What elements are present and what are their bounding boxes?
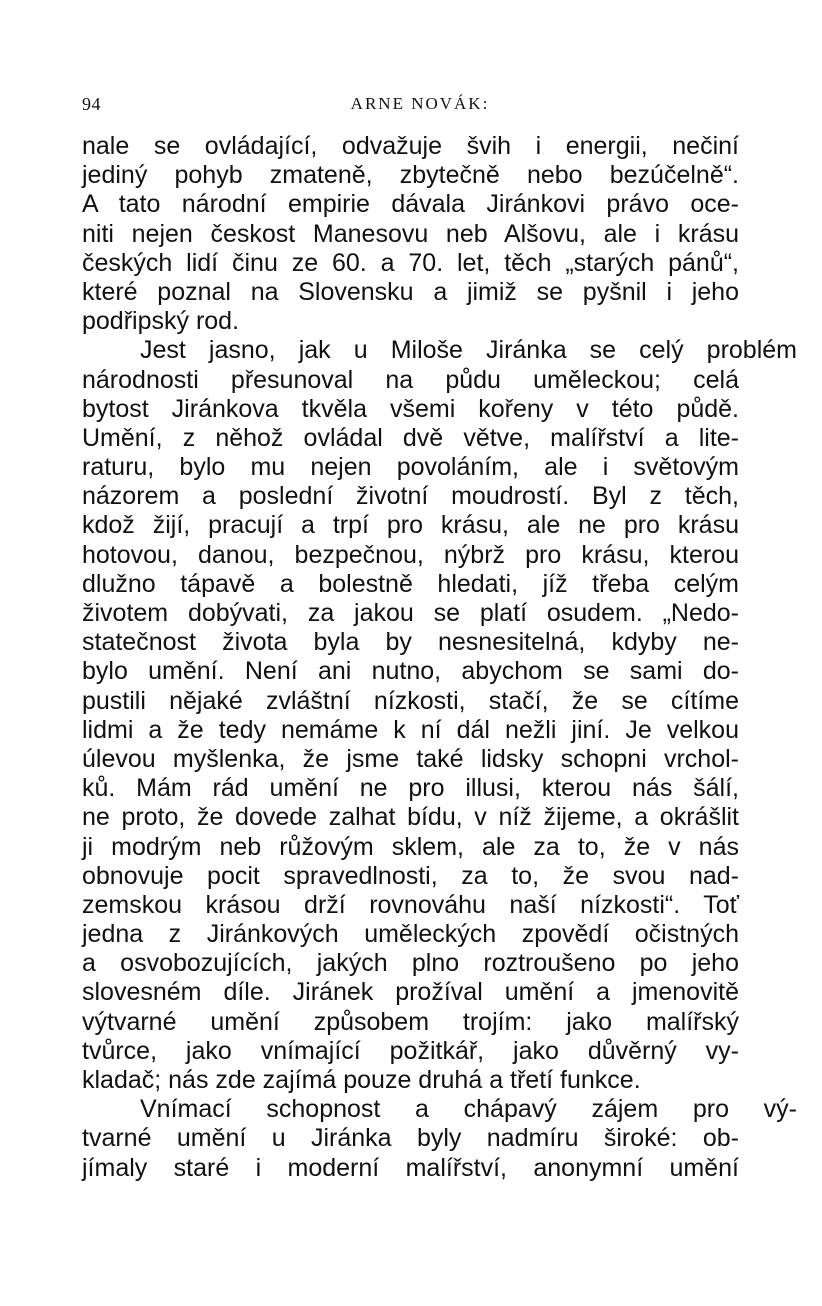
text-line: tvůrce, jako vnímající požitkář, jako důvěrný vy- (82, 1036, 739, 1065)
text-line: národnosti přesunoval na půdu uměleckou; celá (82, 365, 739, 394)
text-line: jediný pohyb zmateně, zbytečně nebo bezúčelně“. (82, 161, 739, 190)
body-text (82, 132, 797, 1183)
text-line: slovesném díle. Jiránek prožíval umění a jmenovitě (82, 978, 739, 1007)
text-line: kladač; nás zde zajímá pouze druhá a třetí funkce. (82, 1066, 641, 1094)
text-line: hotovou, danou, bezpečnou, nýbrž pro krásu, kterou (82, 540, 739, 569)
text-line: dlužno tápavě a bolestně hledati, jíž třeba celým (82, 569, 739, 598)
text-line: úlevou myšlenka, že jsme také lidsky schopni vrchol- (82, 744, 739, 773)
text-line: Jest jasno, jak u Miloše Jiránka se celý problém (140, 336, 797, 365)
text-line: Umění, z něhož ovládal dvě větve, malířství a lite- (82, 423, 739, 452)
text-line: výtvarné umění způsobem trojím: jako malířský (82, 1007, 739, 1036)
text-line: podřipský rod. (82, 307, 240, 336)
text-line: ků. Mám rád umění ne pro illusi, kterou nás šálí, (82, 774, 739, 803)
text-line: českých lidí činu ze 60. a 70. let, těch „starých pánů“, (82, 248, 739, 277)
text-line: ne proto, že dovede zalhat bídu, v níž žijeme, a okrášlit (82, 803, 739, 832)
text-line: bylo umění. Není ani nutno, abychom se sami do- (82, 657, 739, 686)
text-line: raturu, bylo mu nejen povoláním, ale i světovým (82, 453, 739, 482)
text-line: jedna z Jiránkových uměleckých zpovědí očistných (82, 920, 739, 949)
text-line: lidmi a že tedy nemáme k ní dál nežli jiní. Je velkou (82, 715, 739, 744)
running-head: ARNE NOVÁK: (350, 94, 490, 113)
text-line: jímaly staré i moderní malířství, anonymní umění (82, 1153, 739, 1182)
text-line: A tato národní empirie dávala Jiránkovi právo oce- (82, 190, 739, 219)
text-line: ji modrým neb růžovým sklem, ale za to, že v nás (82, 832, 739, 861)
page-header (82, 86, 739, 126)
text-line: Vnímací schopnost a chápavý zájem pro vý- (140, 1095, 797, 1124)
text-line: které poznal na Slovensku a jimiž se pyšnil i jeho (82, 277, 739, 306)
text-line: tvarné umění u Jiránka byly nadmíru široké: ob- (82, 1124, 739, 1153)
text-line: kdož žijí, pracují a trpí pro krásu, ale ne pro krásu (82, 511, 739, 540)
text-line: statečnost života byla by nesnesitelná, kdyby ne- (82, 628, 739, 657)
text-line: nale se ovládající, odvažuje švih i energii, nečiní (82, 132, 739, 160)
text-line: názorem a poslední životní moudrostí. Byl z těch, (82, 482, 739, 511)
text-line: niti nejen českost Manesovu neb Alšovu, ale i krásu (82, 219, 739, 248)
text-line: obnovuje pocit spravedlnosti, za to, že svou nad- (82, 861, 739, 890)
text-line: a osvobozujících, jakých plno roztroušeno po jeho (82, 949, 739, 978)
text-line: zemskou krásou drží rovnováhu naší nízkosti“. Toť (82, 890, 739, 919)
text-line: pustili nějaké zvláštní nízkosti, stačí, že se cítíme (82, 686, 739, 715)
text-line: bytost Jiránkova tkvěla všemi kořeny v této půdě. (82, 394, 739, 423)
page-number: 94 (82, 94, 101, 114)
text-line: životem dobývati, za jakou se platí osudem. „Nedo- (82, 599, 739, 627)
